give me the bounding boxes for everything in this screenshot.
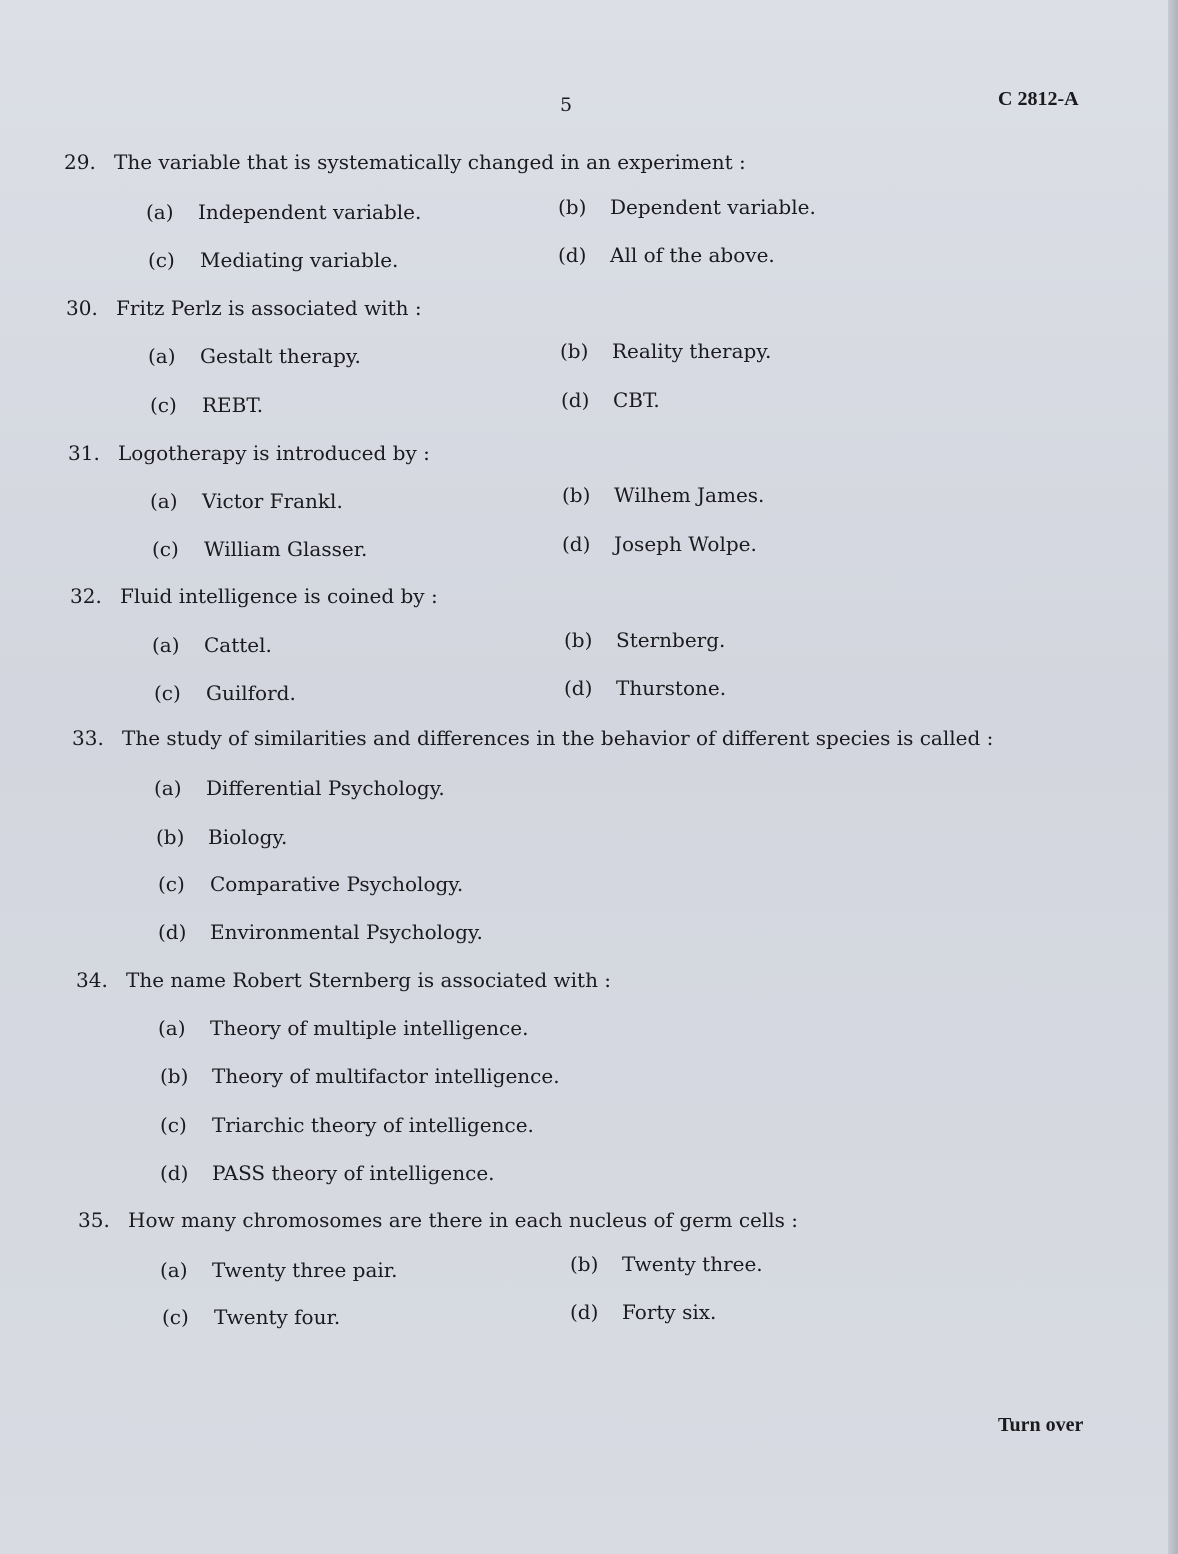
option-letter: (a): [150, 489, 178, 513]
option-29c: [148, 248, 398, 272]
option-text: Joseph Wolpe.: [614, 532, 757, 556]
option-text: Theory of multiple intelligence.: [210, 1016, 529, 1040]
question-text: Fluid intelligence is coined by :: [120, 584, 438, 608]
question-number: 30.: [66, 296, 98, 320]
option-text: Theory of multifactor intelligence.: [212, 1064, 560, 1088]
option-letter: (d): [562, 532, 591, 556]
option-text: William Glasser.: [204, 537, 368, 561]
option-35c: [162, 1305, 340, 1329]
option-text: Guilford.: [206, 681, 296, 705]
question-30: [66, 296, 422, 320]
option-34c: [160, 1113, 534, 1137]
option-33c: [158, 872, 463, 896]
option-text: Comparative Psychology.: [210, 872, 464, 896]
option-text: Environmental Psychology.: [210, 920, 483, 944]
option-text: Triarchic theory of intelligence.: [212, 1113, 534, 1137]
question-33: [72, 726, 993, 750]
question-text: How many chromosomes are there in each nucleus of germ cells :: [128, 1208, 799, 1232]
option-text: Wilhem James.: [614, 483, 765, 507]
option-letter: (c): [148, 248, 175, 272]
option-letter: (b): [160, 1064, 189, 1088]
option-33d: [158, 920, 483, 944]
option-32c: [154, 681, 296, 705]
option-30a: [148, 344, 361, 368]
option-text: REBT.: [202, 393, 264, 417]
option-31a: [150, 489, 343, 513]
option-text: Reality therapy.: [612, 339, 772, 363]
question-number: 32.: [70, 584, 102, 608]
option-letter: (b): [558, 195, 587, 219]
page-edge-shadow: [1168, 0, 1178, 1554]
option-30c: [150, 393, 263, 417]
question-text: The study of similarities and differences in the behavior of different species is called :: [122, 726, 994, 750]
option-letter: (a): [148, 344, 176, 368]
question-32: [70, 584, 438, 608]
option-letter: (a): [160, 1258, 188, 1282]
option-29d: [558, 243, 775, 267]
option-text: PASS theory of intelligence.: [212, 1161, 495, 1185]
option-letter: (a): [154, 776, 182, 800]
option-35b: [570, 1252, 763, 1276]
option-text: Thurstone.: [616, 676, 727, 700]
option-letter: (c): [154, 681, 181, 705]
option-letter: (d): [160, 1161, 189, 1185]
option-text: Differential Psychology.: [206, 776, 445, 800]
option-text: Cattel.: [204, 633, 272, 657]
option-text: Mediating variable.: [200, 248, 399, 272]
option-text: Forty six.: [622, 1300, 717, 1324]
option-letter: (d): [558, 243, 587, 267]
option-letter: (a): [146, 200, 174, 224]
option-letter: (c): [160, 1113, 187, 1137]
option-31c: [152, 537, 367, 561]
option-34b: [160, 1064, 560, 1088]
option-text: Gestalt therapy.: [200, 344, 361, 368]
option-letter: (c): [158, 872, 185, 896]
option-text: Twenty four.: [214, 1305, 341, 1329]
option-text: Biology.: [208, 825, 288, 849]
option-29a: [146, 200, 421, 224]
option-text: Independent variable.: [198, 200, 422, 224]
option-letter: (d): [158, 920, 187, 944]
question-text: Logotherapy is introduced by :: [118, 441, 430, 465]
page-number: 5: [560, 94, 573, 116]
option-34a: [158, 1016, 528, 1040]
option-text: Twenty three pair.: [212, 1258, 398, 1282]
question-text: Fritz Perlz is associated with :: [116, 296, 422, 320]
option-letter: (c): [152, 537, 179, 561]
option-33a: [154, 776, 445, 800]
option-31b: [562, 483, 764, 507]
question-number: 35.: [78, 1208, 110, 1232]
option-letter: (b): [562, 483, 591, 507]
option-letter: (b): [560, 339, 589, 363]
option-text: CBT.: [613, 388, 660, 412]
question-text: The variable that is systematically changed in an experiment :: [114, 150, 746, 174]
option-30b: [560, 339, 771, 363]
paper-code: C 2812-A: [998, 88, 1079, 110]
option-text: All of the above.: [610, 243, 775, 267]
question-text: The name Robert Sternberg is associated with :: [126, 968, 612, 992]
question-number: 33.: [72, 726, 104, 750]
option-letter: (a): [152, 633, 180, 657]
option-letter: (b): [156, 825, 185, 849]
option-text: Victor Frankl.: [202, 489, 343, 513]
option-text: Twenty three.: [622, 1252, 763, 1276]
turn-over-note: Turn over: [998, 1414, 1084, 1436]
option-text: Sternberg.: [616, 628, 726, 652]
option-letter: (b): [570, 1252, 599, 1276]
option-32b: [564, 628, 725, 652]
question-34: [76, 968, 611, 992]
option-letter: (a): [158, 1016, 186, 1040]
option-letter: (c): [150, 393, 177, 417]
option-32a: [152, 633, 272, 657]
option-33b: [156, 825, 287, 849]
question-29: [64, 150, 746, 174]
option-31d: [562, 532, 757, 556]
option-32d: [564, 676, 726, 700]
option-letter: (d): [561, 388, 590, 412]
option-letter: (b): [564, 628, 593, 652]
option-letter: (d): [570, 1300, 599, 1324]
option-letter: (d): [564, 676, 593, 700]
question-35: [78, 1208, 798, 1232]
option-letter: (c): [162, 1305, 189, 1329]
question-number: 29.: [64, 150, 96, 174]
option-30d: [561, 388, 660, 412]
option-34d: [160, 1161, 495, 1185]
option-35a: [160, 1258, 398, 1282]
question-31: [68, 441, 430, 465]
option-29b: [558, 195, 816, 219]
option-35d: [570, 1300, 716, 1324]
question-number: 34.: [76, 968, 108, 992]
option-text: Dependent variable.: [610, 195, 816, 219]
question-number: 31.: [68, 441, 100, 465]
